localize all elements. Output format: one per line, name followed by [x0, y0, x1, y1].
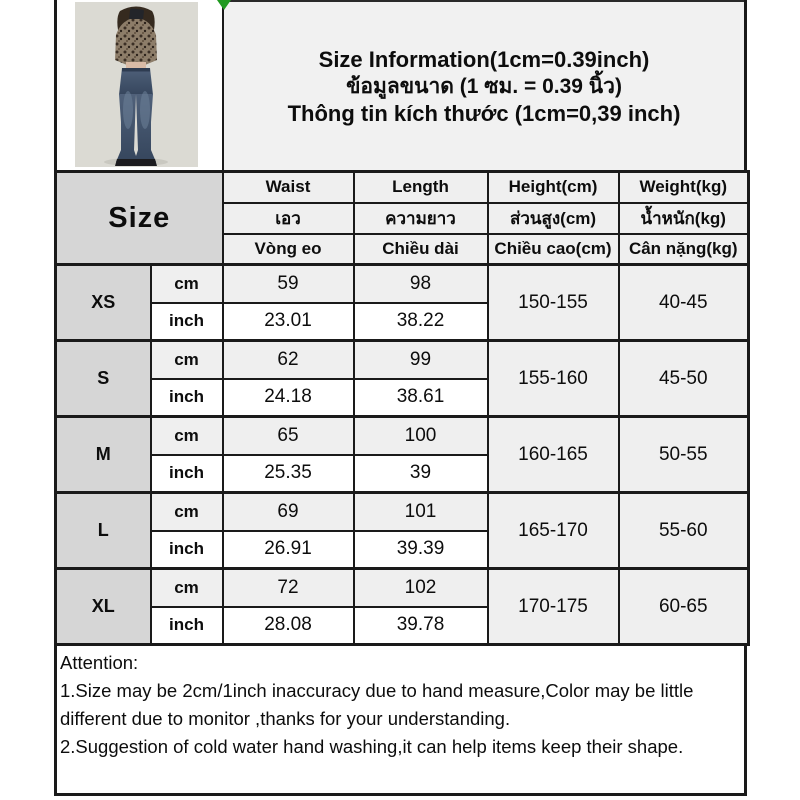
height-range-value: 150-155 [488, 265, 619, 341]
size-row-label: XL [56, 569, 151, 645]
waist-cm-value: 65 [223, 417, 354, 455]
weight-range-value: 45-50 [619, 341, 749, 417]
attention-box [54, 646, 747, 796]
length-cm-value: 99 [354, 341, 488, 379]
size-header-cell: Size [56, 172, 223, 265]
unit-label-inch: inch [151, 379, 223, 417]
title-vietnamese: Thông tin kích thước (1cm=0,39 inch) [287, 100, 681, 126]
waist-cm-value: 72 [223, 569, 354, 607]
unit-label-inch: inch [151, 607, 223, 645]
col-header-waist-vi: Vòng eo [223, 234, 354, 265]
length-inch-value: 38.22 [354, 303, 488, 341]
length-inch-value: 38.61 [354, 379, 488, 417]
unit-label-cm: cm [151, 265, 223, 303]
height-range-value: 160-165 [488, 417, 619, 493]
col-header-waist-en: Waist [223, 172, 354, 203]
unit-label-cm: cm [151, 493, 223, 531]
title-thai: ข้อมูลขนาด (1 ซม. = 0.39 นิ้ว) [346, 74, 622, 98]
col-header-height-vi: Chiều cao(cm) [488, 234, 619, 265]
waist-inch-value: 23.01 [223, 303, 354, 341]
weight-range-value: 50-55 [619, 417, 749, 493]
title-block [222, 0, 744, 170]
size-row-label: XS [56, 265, 151, 341]
length-cm-value: 102 [354, 569, 488, 607]
length-inch-value: 39.39 [354, 531, 488, 569]
length-cm-value: 100 [354, 417, 488, 455]
height-range-value: 155-160 [488, 341, 619, 417]
unit-label-cm: cm [151, 417, 223, 455]
green-corner-flag-icon [217, 0, 231, 10]
title-english: Size Information(1cm=0.39inch) [318, 46, 650, 72]
length-cm-value: 98 [354, 265, 488, 303]
model-photo [75, 2, 198, 167]
jeans-wash-right [140, 91, 150, 129]
jeans-waistband [122, 68, 150, 72]
length-inch-value: 39 [354, 455, 488, 493]
length-cm-value: 101 [354, 493, 488, 531]
waist-inch-value: 26.91 [223, 531, 354, 569]
attention-note-2: 2.Suggestion of cold water hand washing,it can help items keep their shape. [60, 736, 684, 757]
unit-label-inch: inch [151, 531, 223, 569]
col-header-length-th: ความยาว [354, 203, 488, 234]
leopard-top [115, 19, 157, 65]
unit-label-inch: inch [151, 455, 223, 493]
waist-inch-value: 25.35 [223, 455, 354, 493]
col-header-waist-th: เอว [223, 203, 354, 234]
weight-range-value: 55-60 [619, 493, 749, 569]
waist-inch-value: 28.08 [223, 607, 354, 645]
col-header-length-en: Length [354, 172, 488, 203]
length-inch-value: 39.78 [354, 607, 488, 645]
right-shoe [133, 159, 157, 166]
waist-inch-value: 24.18 [223, 379, 354, 417]
attention-note-1: 1.Size may be 2cm/1inch inaccuracy due to hand measure,Color may be little different due to monitor ,thanks for your understanding. [60, 680, 694, 729]
size-row-label: L [56, 493, 151, 569]
col-header-weight-en: Weight(kg) [619, 172, 749, 203]
jeans-wash-left [123, 91, 133, 129]
size-row-label: S [56, 341, 151, 417]
height-range-value: 165-170 [488, 493, 619, 569]
col-header-weight-vi: Cân nặng(kg) [619, 234, 749, 265]
unit-label-inch: inch [151, 303, 223, 341]
unit-label-cm: cm [151, 569, 223, 607]
col-header-height-th: ส่วนสูง(cm) [488, 203, 619, 234]
col-header-height-en: Height(cm) [488, 172, 619, 203]
height-range-value: 170-175 [488, 569, 619, 645]
jeans-hip [119, 68, 153, 95]
waist-cm-value: 62 [223, 341, 354, 379]
weight-range-value: 40-45 [619, 265, 749, 341]
product-photo-cell [57, 0, 222, 170]
size-row-label: M [56, 417, 151, 493]
col-header-weight-th: น้ำหนัก(kg) [619, 203, 749, 234]
top-section [54, 0, 747, 170]
size-chart-sheet [54, 0, 747, 796]
weight-range-value: 60-65 [619, 569, 749, 645]
waist-cm-value: 69 [223, 493, 354, 531]
size-table [54, 170, 750, 646]
attention-heading: Attention: [60, 652, 139, 673]
waist-cm-value: 59 [223, 265, 354, 303]
col-header-length-vi: Chiều dài [354, 234, 488, 265]
unit-label-cm: cm [151, 341, 223, 379]
